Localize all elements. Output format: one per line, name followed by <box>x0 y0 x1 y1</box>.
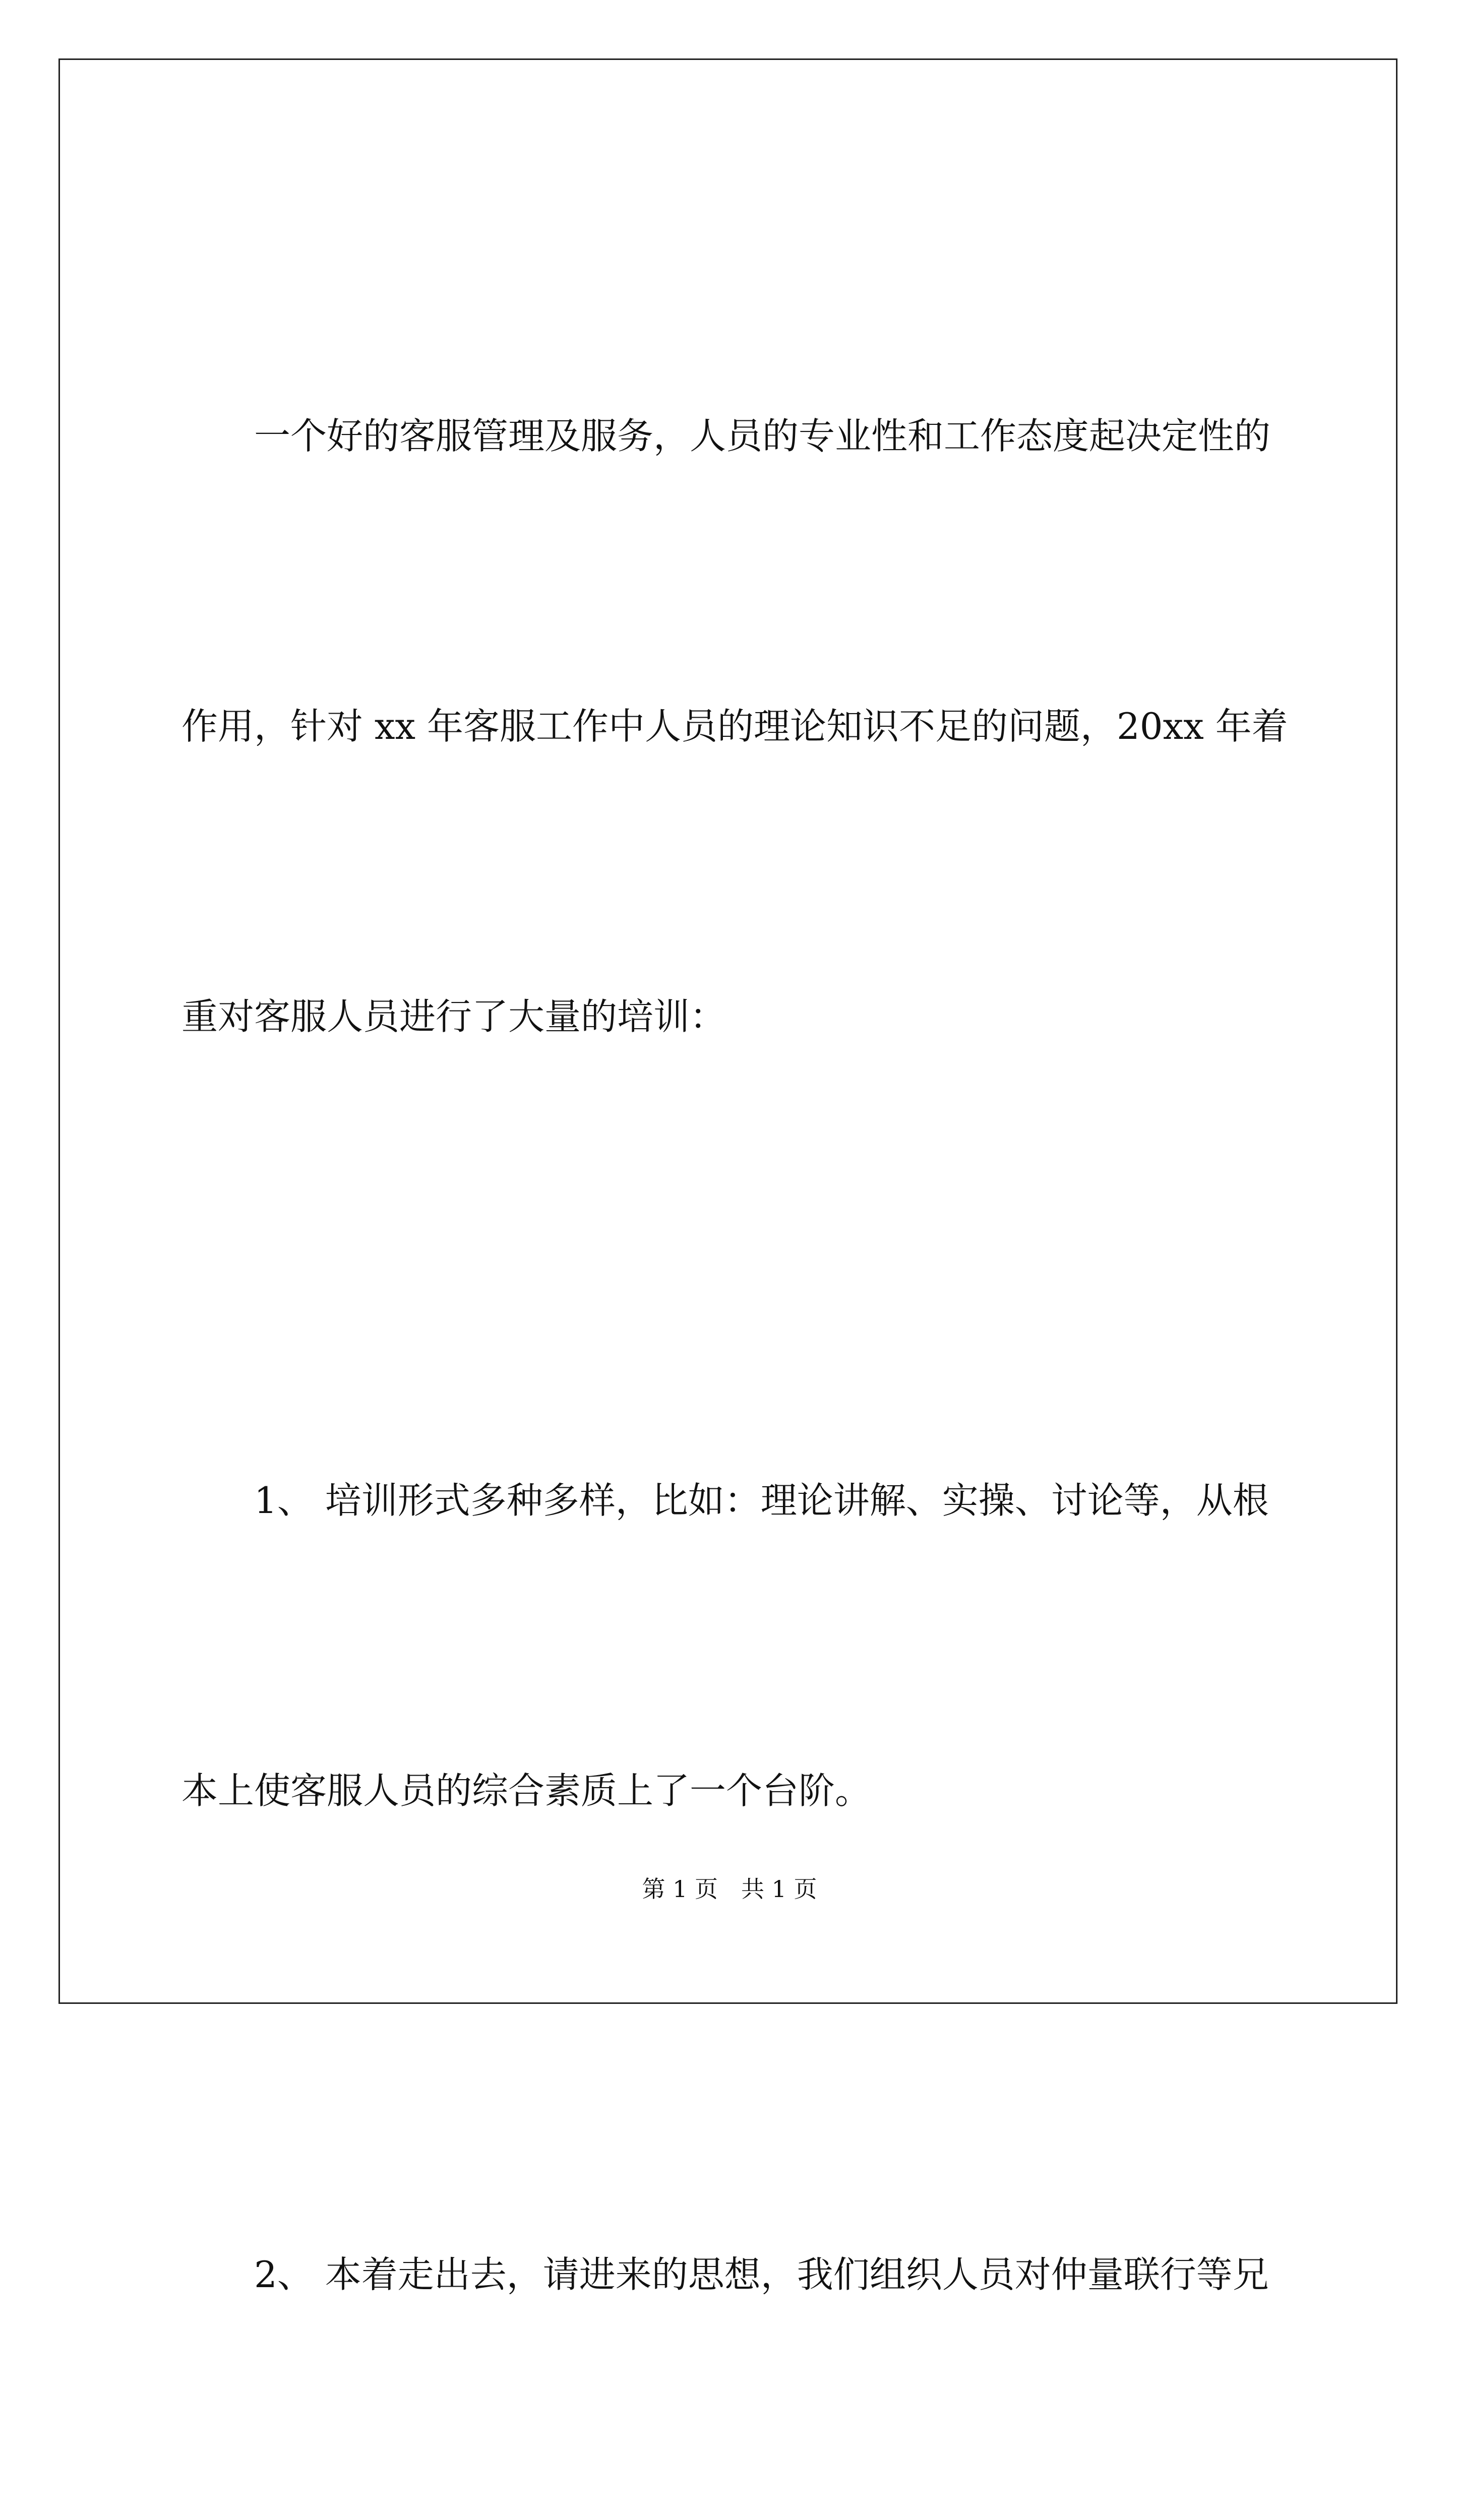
text-line <box>181 2516 1291 2520</box>
paragraph-item-2 <box>181 2033 1291 2520</box>
text-line: 重对客服人员进行了大量的培训： <box>181 995 726 1038</box>
text-line: 作用，针对 xx 年客服工作中人员的理论知识不足的问题，20xx 年着 <box>181 705 1288 747</box>
paragraph-item-1 <box>181 1258 1291 2033</box>
paragraph-intro <box>181 194 1291 1258</box>
text-line: 一个好的客服管理及服务，人员的专业性和工作态度起决定性的 <box>254 415 1271 457</box>
text-line: 2、 本着走出去，请进来的思想，我们组织人员对仲量联行等兄 <box>254 2253 1269 2296</box>
page-number: 第 1 页 共 1 页 <box>642 1875 817 1903</box>
text-line: 本上使客服人员的综合素质上了一个台阶。 <box>181 1770 872 1812</box>
text-line: 1、 培训形式多种多样，比如：理论讲解、实操、讨论等，从根 <box>254 1479 1269 1522</box>
document-body <box>181 194 1291 2520</box>
page-footer <box>0 1874 1459 1904</box>
